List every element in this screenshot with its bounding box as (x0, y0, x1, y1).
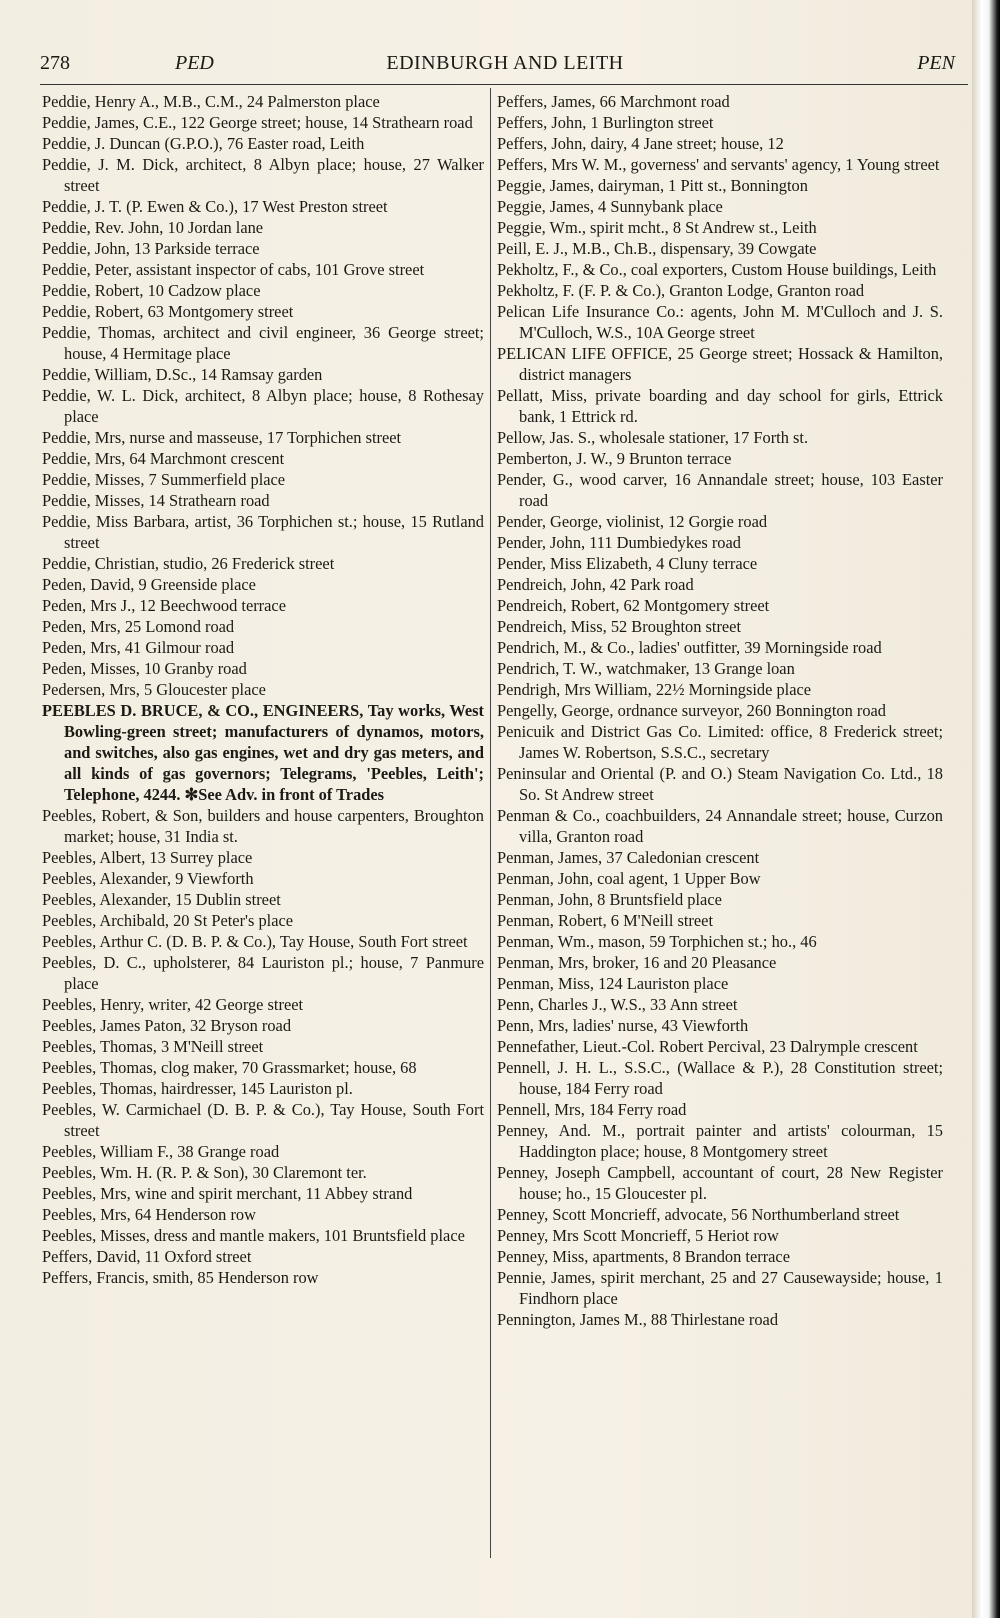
directory-entry: Peddie, J. Duncan (G.P.O.), 76 Easter road, Leith (42, 134, 365, 153)
directory-entry: Penman, Miss, 124 Lauriston place (497, 974, 729, 993)
directory-entry: Penney, And. M., portrait painter and artists' colourman, 15 Haddington place; house, 8 Montgomery street (497, 1121, 943, 1161)
directory-entry: Peddie, Mrs, 64 Marchmont crescent (42, 449, 285, 468)
directory-entry: Peebles, Alexander, 15 Dublin street (42, 890, 281, 909)
directory-entry: Pennell, J. H. L., S.S.C., (Wallace & P.), 28 Constitution street; house, 184 Ferry road (497, 1058, 943, 1098)
directory-entry: Penman, Wm., mason, 59 Torphichen st.; ho., 46 (497, 932, 817, 951)
directory-entry: Pemberton, J. W., 9 Brunton terrace (497, 449, 732, 468)
directory-entry: Peddie, Robert, 10 Cadzow place (42, 281, 261, 300)
directory-entry: Peddie, Thomas, architect and civil engineer, 36 George street; house, 4 Hermitage place (42, 323, 484, 363)
directory-entry: Pendreich, Miss, 52 Broughton street (497, 617, 742, 636)
right-column (497, 91, 943, 1330)
page-header (40, 52, 970, 78)
directory-entry: Penman, Mrs, broker, 16 and 20 Pleasance (497, 953, 777, 972)
directory-entry: Pendrich, T. W., watchmaker, 13 Grange loan (497, 659, 795, 678)
directory-entry: Peebles, William F., 38 Grange road (42, 1142, 280, 1161)
directory-entry: Peebles, Wm. H. (R. P. & Son), 30 Claremont ter. (42, 1163, 367, 1182)
header-rule (40, 84, 968, 85)
directory-entry: Peebles, Thomas, hairdresser, 145 Lauriston pl. (42, 1079, 353, 1098)
directory-entry: Pendrich, M., & Co., ladies' outfitter, 39 Morningside road (497, 638, 882, 657)
directory-entry: Peebles, Thomas, clog maker, 70 Grassmarket; house, 68 (42, 1058, 417, 1077)
directory-entry: Peninsular and Oriental (P. and O.) Steam Navigation Co. Ltd., 18 So. St Andrew street (497, 764, 943, 804)
directory-entry: Pendreich, John, 42 Park road (497, 575, 694, 594)
directory-entry: Pender, Miss Elizabeth, 4 Cluny terrace (497, 554, 758, 573)
directory-entry: Pekholtz, F., & Co., coal exporters, Custom House buildings, Leith (497, 260, 937, 279)
directory-entry: Peebles, Alexander, 9 Viewforth (42, 869, 254, 888)
directory-entry: Peffers, Mrs W. M., governess' and servants' agency, 1 Young street (497, 155, 940, 174)
directory-entry: Pedersen, Mrs, 5 Gloucester place (42, 680, 266, 699)
directory-entry: Peddie, James, C.E., 122 George street; house, 14 Strathearn road (42, 113, 473, 132)
directory-entry: Pellatt, Miss, private boarding and day school for girls, Ettrick bank, 1 Ettrick rd. (497, 386, 943, 426)
directory-entry: Peffers, James, 66 Marchmont road (497, 92, 730, 111)
directory-entry: Pelican Life Insurance Co.: agents, John M. M'Culloch and J. S. M'Culloch, W.S., 10A George street (497, 302, 943, 342)
directory-entry: Pender, John, 111 Dumbiedykes road (497, 533, 741, 552)
directory-entry: Peddie, Mrs, nurse and masseuse, 17 Torphichen street (42, 428, 402, 447)
directory-entry: Pengelly, George, ordnance surveyor, 260 Bonnington road (497, 701, 886, 720)
directory-entry: Peddie, William, D.Sc., 14 Ramsay garden (42, 365, 323, 384)
directory-entry: Peebles, Misses, dress and mantle makers, 101 Bruntsfield place (42, 1226, 465, 1245)
directory-entry: Peggie, James, 4 Sunnybank place (497, 197, 723, 216)
directory-entry: Peddie, Henry A., M.B., C.M., 24 Palmerston place (42, 92, 380, 111)
directory-entry: Pennefather, Lieut.-Col. Robert Percival, 23 Dalrymple crescent (497, 1037, 918, 1056)
directory-entry: Pender, George, violinist, 12 Gorgie road (497, 512, 768, 531)
directory-entry: Penman, Robert, 6 M'Neill street (497, 911, 713, 930)
directory-entry: Pekholtz, F. (F. P. & Co.), Granton Lodge, Granton road (497, 281, 865, 300)
directory-entry: Peffers, David, 11 Oxford street (42, 1247, 252, 1266)
directory-entry: Peggie, Wm., spirit mcht., 8 St Andrew st., Leith (497, 218, 817, 237)
directory-entry: Peddie, Misses, 14 Strathearn road (42, 491, 270, 510)
directory-entry: Peddie, Misses, 7 Summerfield place (42, 470, 286, 489)
directory-entry: Peddie, W. L. Dick, architect, 8 Albyn place; house, 8 Rothesay place (42, 386, 484, 426)
directory-entry: PEEBLES D. BRUCE, & CO., ENGINEERS, Tay works, West Bowling-green street; manufacturers of dynamos, motors, and switches, also gas engines, wet and dry gas meters, and all kinds of gas governors; Telegrams, 'Peebles, Leith'; Telephone, 4244. ✻See Adv. in front of Trades (42, 701, 484, 804)
directory-entry: Penicuik and District Gas Co. Limited: office, 8 Frederick street; James W. Robertson, S.S.C., secretary (497, 722, 943, 762)
page-title: EDINBURGH AND LEITH (386, 52, 624, 74)
directory-entry: Peebles, James Paton, 32 Bryson road (42, 1016, 292, 1035)
directory-entry: Peill, E. J., M.B., Ch.B., dispensary, 39 Cowgate (497, 239, 817, 258)
directory-entry: Peddie, J. M. Dick, architect, 8 Albyn place; house, 27 Walker street (42, 155, 484, 195)
directory-entry: Peden, David, 9 Greenside place (42, 575, 256, 594)
directory-entry: Penn, Charles J., W.S., 33 Ann street (497, 995, 738, 1014)
directory-entry: Peebles, Mrs, 64 Henderson row (42, 1205, 256, 1224)
directory-entry: Penman & Co., coachbuilders, 24 Annandale street; house, Curzon villa, Granton road (497, 806, 943, 846)
directory-entry: Pender, G., wood carver, 16 Annandale street; house, 103 Easter road (497, 470, 943, 510)
directory-entry: Pennell, Mrs, 184 Ferry road (497, 1100, 687, 1119)
directory-entry: Penman, James, 37 Caledonian crescent (497, 848, 760, 867)
directory-entry: Pendrigh, Mrs William, 22½ Morningside place (497, 680, 812, 699)
directory-entry: Peddie, Christian, studio, 26 Frederick street (42, 554, 335, 573)
directory-entry: Peden, Mrs, 41 Gilmour road (42, 638, 235, 657)
directory-entry: PELICAN LIFE OFFICE, 25 George street; Hossack & Hamilton, district managers (497, 344, 943, 384)
directory-entry: Pennington, James M., 88 Thirlestane road (497, 1310, 779, 1329)
directory-entry: Peddie, John, 13 Parkside terrace (42, 239, 260, 258)
directory-entry: Peebles, Henry, writer, 42 George street (42, 995, 304, 1014)
directory-entry: Penn, Mrs, ladies' nurse, 43 Viewforth (497, 1016, 749, 1035)
directory-entry: Peffers, John, dairy, 4 Jane street; house, 12 (497, 134, 784, 153)
directory-entry: Peebles, Thomas, 3 M'Neill street (42, 1037, 264, 1056)
directory-entry: Peebles, Robert, & Son, builders and house carpenters, Broughton market; house, 31 India st. (42, 806, 484, 846)
directory-entry: Peddie, Robert, 63 Montgomery street (42, 302, 294, 321)
directory-entry: Penman, John, 8 Bruntsfield place (497, 890, 722, 909)
directory-entry: Peffers, Francis, smith, 85 Henderson row (42, 1268, 319, 1287)
directory-entry: Peebles, D. C., upholsterer, 84 Lauriston pl.; house, 7 Panmure place (42, 953, 484, 993)
directory-entry: Penney, Scott Moncrieff, advocate, 56 Northumberland street (497, 1205, 900, 1224)
directory-entry: Peggie, James, dairyman, 1 Pitt st., Bonnington (497, 176, 808, 195)
page-number: 278 (40, 52, 70, 74)
directory-entry: Peden, Mrs J., 12 Beechwood terrace (42, 596, 286, 615)
directory-entry: Peebles, Albert, 13 Surrey place (42, 848, 253, 867)
directory-entry: Peebles, W. Carmichael (D. B. P. & Co.), Tay House, South Fort street (42, 1100, 484, 1140)
directory-entry: Pendreich, Robert, 62 Montgomery street (497, 596, 770, 615)
directory-entry: Peebles, Mrs, wine and spirit merchant, 11 Abbey strand (42, 1184, 413, 1203)
directory-entry: Peddie, Miss Barbara, artist, 36 Torphichen st.; house, 15 Rutland street (42, 512, 484, 552)
directory-entry: Peddie, J. T. (P. Ewen & Co.), 17 West Preston street (42, 197, 388, 216)
directory-entry: Pennie, James, spirit merchant, 25 and 27 Causewayside; house, 1 Findhorn place (497, 1268, 943, 1308)
left-guide-word: PED (175, 52, 214, 74)
column-divider (490, 88, 491, 1558)
directory-entry: Penney, Mrs Scott Moncrieff, 5 Heriot row (497, 1226, 779, 1245)
left-column (42, 91, 484, 1288)
directory-entry: Peffers, John, 1 Burlington street (497, 113, 714, 132)
directory-entry: Peddie, Peter, assistant inspector of cabs, 101 Grove street (42, 260, 425, 279)
directory-entry: Peden, Misses, 10 Granby road (42, 659, 247, 678)
right-guide-word: PEN (917, 52, 955, 74)
directory-entry: Peebles, Archibald, 20 St Peter's place (42, 911, 294, 930)
directory-entry: Pellow, Jas. S., wholesale stationer, 17 Forth st. (497, 428, 809, 447)
directory-entry: Penman, John, coal agent, 1 Upper Bow (497, 869, 761, 888)
directory-entry: Penney, Joseph Campbell, accountant of court, 28 New Register house; ho., 15 Gloucester pl. (497, 1163, 943, 1203)
directory-entry: Peden, Mrs, 25 Lomond road (42, 617, 235, 636)
directory-entry: Peddie, Rev. John, 10 Jordan lane (42, 218, 264, 237)
directory-entry: Peebles, Arthur C. (D. B. P. & Co.), Tay House, South Fort street (42, 932, 468, 951)
book-spine-edge (972, 0, 1000, 1618)
directory-entry: Penney, Miss, apartments, 8 Brandon terrace (497, 1247, 790, 1266)
